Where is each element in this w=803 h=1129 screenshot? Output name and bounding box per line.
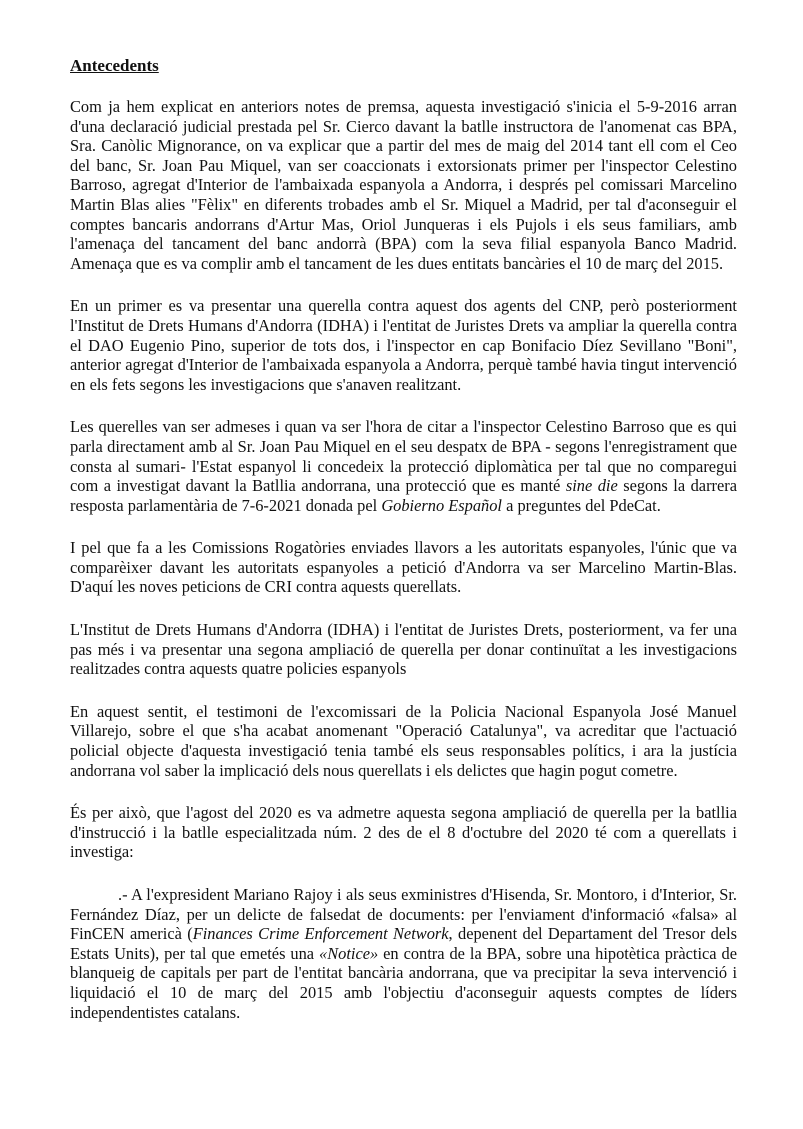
paragraph-7: És per això, que l'agost del 2020 es va admetre aquesta segona ampliació de querella per la batllia d'instrucció i la batlle especialitzada núm. 2 des de el 8 d'octubre del 2020 té com a querellats i investiga: <box>70 803 737 862</box>
paragraph-8-text-a: .- A l'expresident Mariano Rajoy i als seus exministres d'Hisenda, Sr. Montoro, i d'Interior, Sr. Fernández Díaz, per un delicte de falsedat de documents: per l'enviament d'informació «falsa» al FinCEN americà ( <box>70 885 737 944</box>
paragraph-1: Com ja hem explicat en anteriors notes de premsa, aquesta investigació s'inicia el 5-9-2016 arran d'una declaració judicial prestada pel Sr. Cierco davant la batlle instructora de l'anomenat cas BPA, Sra. Canòlic Mignorance, on va explicar que a partir del mes de maig del 2014 tant ell com el Ceo del banc, Sr. Joan Pau Miquel, van ser coaccionats i extorsionats primer per l'inspector Celestino Barroso, agregat d'Interior de l'ambaixada espanyola a Andorra, i després pel comissari Marcelino Martin Blas alies "Fèlix" en diferents trobades amb el Sr. Miquel a Madrid, per tal d'aconseguir el comptes bancaris andorrans d'Artur Mas, Oriol Junqueras i els Pujols i els seus familiars, amb l'amenaça del tancament del banc andorrà (BPA) com la seva filial espanyola Banco Madrid. Amenaça que es va complir amb el tancament de les dues entitats bancàries el 10 de març del 2015. <box>70 97 737 273</box>
paragraph-5: L'Institut de Drets Humans d'Andorra (IDHA) i l'entitat de Juristes Drets, posteriorment, va fer una pas més i va presentar una segona ampliació de querella per donar continuïtat a les investigacions realitzades contra aquests quatre policies espanyols <box>70 620 737 679</box>
paragraph-8-italic-fincen: Finances Crime Enforcement Network <box>192 924 449 944</box>
paragraph-3-text-c: segons la darrera resposta parlamentària de 7-6-2021 donada pel <box>70 476 737 515</box>
paragraph-3-italic-sine-die: sine die <box>565 476 618 496</box>
paragraph-3-italic-gobierno: Gobierno Español <box>381 495 502 515</box>
paragraph-8-text-c: , depenent del Departament del Tresor dels Estats Units), per tal que emetés una <box>70 924 737 963</box>
paragraph-8-italic-notice: «Notice» <box>319 943 379 963</box>
paragraph-8-text-e: en contra de la BPA, sobre una hipotètica pràctica de blanqueig de capitals per part de l'entitat bancària andorrana, que va precipitar la seva intervenció i liquidació el 10 de març del 2015 amb l'objectiu d'aconseguir aquests comptes de líders independentistes catalans. <box>70 943 737 1022</box>
paragraph-8-list-item <box>70 885 737 1022</box>
paragraph-3-text-e: a preguntes del PdeCat. <box>501 495 661 515</box>
paragraph-3 <box>70 417 737 515</box>
paragraph-6: En aquest sentit, el testimoni de l'excomissari de la Policia Nacional Espanyola José Manuel Villarejo, sobre el que s'ha acabat anomenant "Operació Catalunya", va acreditar que l'actuació policial objecte d'aquesta investigació tenia també els seus responsables polítics, i ara la justícia andorrana vol saber la implicació dels nous querellats i els delictes que hagin pogut cometre. <box>70 701 737 780</box>
paragraph-4: I pel que fa a les Comissions Rogatòries enviades llavors a les autoritats espanyoles, l'únic que va comparèixer davant les autoritats espanyoles a petició d'Andorra va ser Marcelino Martin-Blas. D'aquí les noves peticions de CRI contra aquests querellats. <box>70 538 737 597</box>
section-heading: Antecedents <box>70 56 159 75</box>
paragraph-3-text-a: Les querelles van ser admeses i quan va ser l'hora de citar a l'inspector Celestino Barroso que es qui parla directament amb al Sr. Joan Pau Miquel en el seu despatx de BPA - segons l'enregistrament que consta al sumari- l'Estat espanyol li concedeix la protecció diplomàtica per tal que no comparegui com a investigat davant la Batllia andorrana, una protecció que es manté <box>70 417 737 496</box>
paragraph-2: En un primer es va presentar una querella contra aquest dos agents del CNP, però posteriorment l'Institut de Drets Humans d'Andorra (IDHA) i l'entitat de Juristes Drets va ampliar la querella contra el DAO Eugenio Pino, superior de tots dos, i l'inspector en cap Bonifacio Díez Sevillano "Boni", anterior agregat d'Interior de l'ambaixada espanyola a Andorra, perquè també havia tingut intervenció en els fets segons les investigacions que s'anaven realitzant. <box>70 296 737 394</box>
